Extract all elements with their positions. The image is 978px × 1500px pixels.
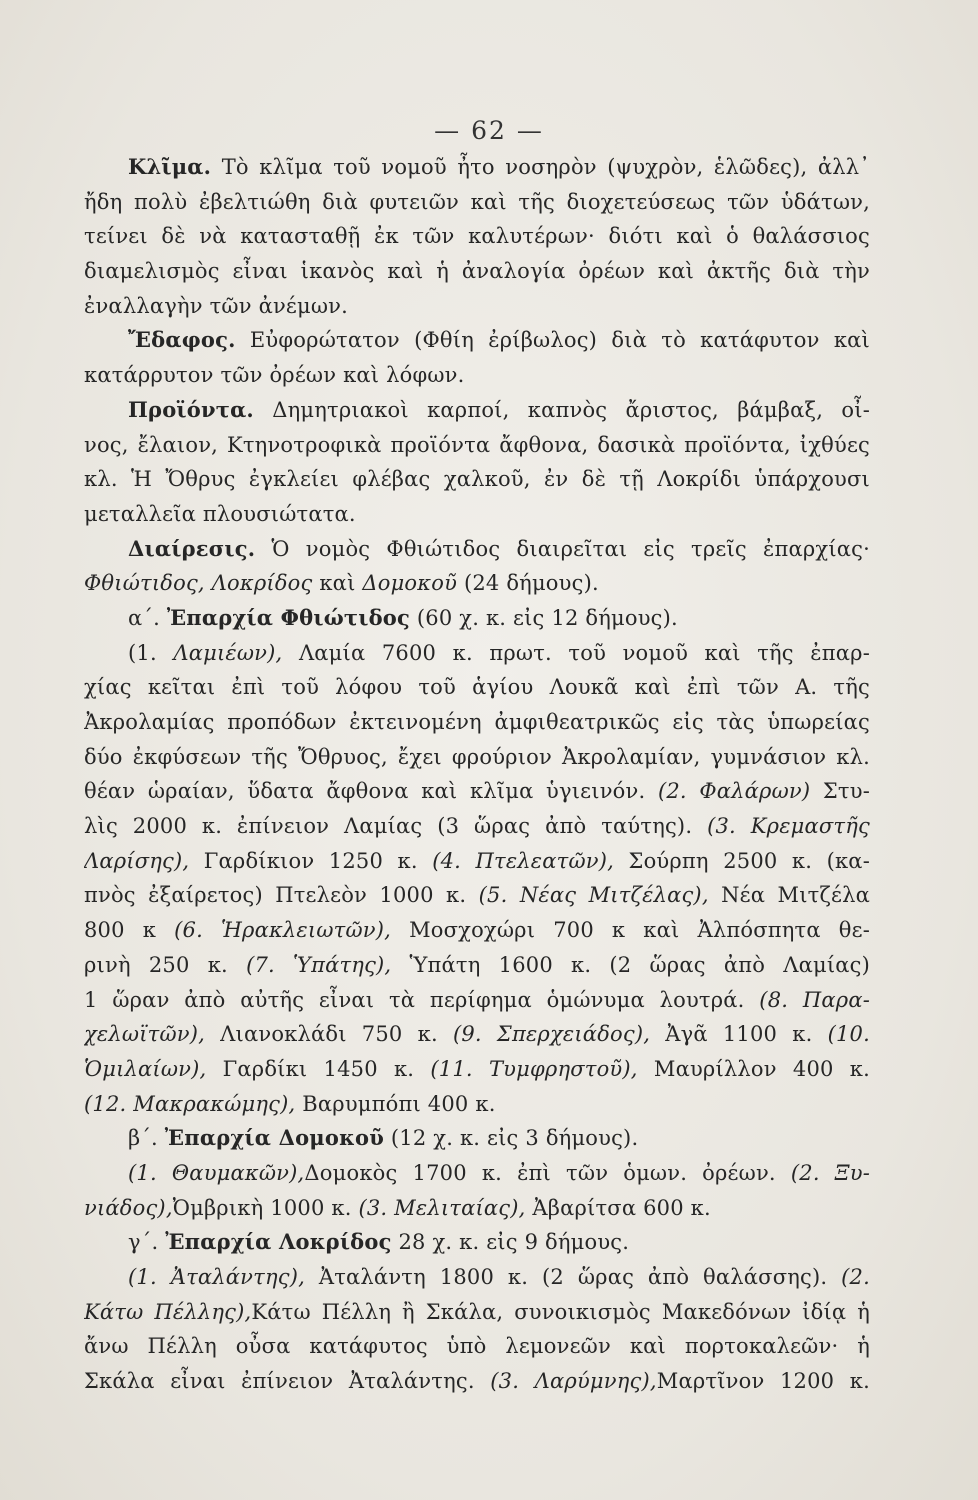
italic-term: (11. Τυμφρηστοῦ), (430, 1056, 638, 1081)
italic-term: (5. Νέας Μιτζέλας), (478, 883, 709, 908)
text-run: δύο ἐκφύσεων τῆς Ὄθρυος, ἔχει φρούριον Ἀκρολαμίαν, γυμνάσιον κλ. (84, 744, 870, 769)
text-run: Ἀγᾶ 1100 κ. (650, 1022, 828, 1047)
text-run: διαμελισμὸς εἶναι ἱκανὸς καὶ ἡ ἀναλογία ὀρέων καὶ ἀκτῆς διὰ τὴν (84, 259, 870, 284)
text-line (84, 601, 870, 636)
page-number: — 62 — (434, 116, 544, 145)
text-line (84, 393, 870, 428)
text-run: (12 χ. κ. εἰς 3 δήμους). (384, 1126, 639, 1151)
text-line (84, 150, 870, 185)
text-run: Γαρδίκιον 1250 κ. (189, 848, 433, 873)
text-run: Τὸ κλῖμα τοῦ νομοῦ ἦτο νοσηρὸν (ψυχρὸν, ἑλῶδες), ἀλλ᾽ (211, 155, 870, 179)
italic-term: χελωϊτῶν), (84, 1022, 206, 1047)
text-run: χίας κεῖται ἐπὶ τοῦ λόφου τοῦ ἁγίου Λουκᾶ καὶ ἐπὶ τῶν Α. τῆς (84, 675, 870, 700)
text-line (84, 948, 870, 983)
text-line (84, 497, 870, 532)
text-line (84, 1156, 870, 1191)
body-text (84, 150, 870, 1399)
text-run: Δομοκὸς 1700 κ. ἐπὶ τῶν ὁμων. ὀρέων. (304, 1160, 791, 1185)
text-line (84, 1052, 870, 1087)
text-line (84, 358, 870, 393)
italic-term: (6. Ἡρακλειωτῶν), (174, 918, 392, 943)
text-line (84, 1364, 870, 1399)
text-line (84, 532, 870, 567)
text-run: (60 χ. κ. εἰς 12 δήμους). (410, 605, 678, 630)
section-heading: Ἔδαφος. (128, 327, 236, 353)
text-line (84, 254, 870, 289)
text-run: Δημητριακοὶ καρποί, καπνὸς ἄριστος, βάμβαξ, οἶ- (253, 397, 870, 422)
text-run: τείνει δὲ νὰ κατασταθῇ ἐκ τῶν καλυτέρων· διότι καὶ ὁ θαλάσσιος (84, 224, 870, 249)
text-run: Μαυρίλλον 400 κ. (637, 1056, 870, 1081)
text-run: Στυ- (810, 779, 870, 804)
text-line (84, 185, 870, 220)
text-run: Μαρτῖνον 1200 κ. (656, 1369, 870, 1394)
italic-term: Λαρίσης), (84, 848, 190, 873)
text-line (84, 878, 870, 913)
text-run: γ΄. (128, 1230, 166, 1255)
italic-term: Ὁμιλαίων), (84, 1056, 207, 1081)
text-line (84, 1121, 870, 1156)
text-line (84, 913, 870, 948)
text-run: α΄. (128, 605, 167, 630)
text-run: Σκάλα εἶναι ἐπίνειον Ἀταλάντης. (84, 1369, 491, 1394)
text-run: 28 χ. κ. εἰς 9 δήμους. (391, 1230, 630, 1255)
italic-term: (9. Σπερχειάδος), (452, 1022, 651, 1047)
text-run: νος, ἔλαιον, Κτηνοτροφικὰ προϊόντα ἄφθονα, δασικὰ προϊόντα, ἰχθύες (84, 432, 870, 457)
text-run: Σούρπη 2500 κ. (κα- (614, 848, 870, 873)
italic-term: Δομοκοῦ (362, 571, 458, 596)
text-line (84, 462, 870, 497)
italic-term: (1. Θαυμακῶν), (128, 1160, 305, 1185)
text-line (84, 636, 870, 671)
italic-term: Κάτω Πέλλης), (84, 1299, 252, 1324)
italic-term: (1. Ἀταλάντης), (128, 1265, 305, 1289)
text-run: ρινὴ 250 κ. (84, 952, 247, 977)
text-line (84, 289, 870, 324)
text-run: λὶς 2000 κ. ἐπίνειον Λαμίας (3 ὥρας ἀπὸ ταύτης). (84, 814, 708, 839)
text-line (84, 323, 870, 358)
text-run: κλ. Ἡ Ὄθρυς ἐγκλείει φλέβας χαλκοῦ, ἐν δὲ τῇ Λοκρίδι ὑπάρχουσι (84, 467, 870, 492)
text-run: Ὁ νομὸς Φθιώτιδος διαιρεῖται εἰς τρεῖς ἐπαρχίας· (255, 536, 870, 561)
text-run: 800 κ (84, 918, 175, 943)
text-run: β΄. (128, 1126, 165, 1151)
text-line (84, 1225, 870, 1260)
text-run: ἐναλλαγὴν τῶν ἀνέμων. (84, 293, 349, 318)
text-run: ἄνω Πέλλη οὖσα κατάφυτος ὑπὸ λεμονεῶν καὶ πορτοκαλεῶν· ἡ (84, 1334, 870, 1359)
text-run: κατάρρυτον τῶν ὀρέων καὶ λόφων. (84, 363, 465, 388)
italic-term: νιάδος), (84, 1195, 173, 1220)
text-line (84, 219, 870, 254)
italic-term: Φθιώτιδος, Λοκρίδος (84, 571, 313, 596)
section-heading: Ἐπαρχία Φθιώτιδος (166, 604, 411, 630)
text-run: Νέα Μιτζέλα (708, 883, 870, 908)
italic-term: (3. Λαρύμνης), (490, 1369, 657, 1394)
italic-term: (12. Μακρακώμης), (84, 1091, 296, 1116)
text-run: θέαν ὡραίαν, ὕδατα ἄφθονα καὶ κλῖμα ὑγιεινόν. (84, 779, 658, 804)
text-run: Μοσχοχώρι 700 κ καὶ Ἀλπόσπητα θε- (391, 918, 870, 943)
text-run: Εὐφορώτατον (Φθίη ἐρίβωλος) διὰ τὸ κατάφυτον καὶ (235, 328, 870, 353)
text-run: μεταλλεῖα πλουσιώτατα. (84, 501, 356, 526)
italic-term: (2. (841, 1265, 870, 1289)
section-heading: Προϊόντα. (128, 396, 254, 422)
text-line (84, 844, 870, 879)
text-line (84, 740, 870, 775)
text-line (84, 774, 870, 809)
text-run: Κάτω Πέλλη ἢ Σκάλα, συνοικισμὸς Μακεδόνων ἰδίᾳ ἡ (251, 1299, 870, 1324)
section-heading: Διαίρεσις. (128, 535, 256, 561)
text-run: Ἀκρολαμίας προπόδων ἐκτεινομένη ἀμφιθεατρικῶς εἰς τὰς ὑπωρείας (84, 710, 870, 734)
text-line (84, 1191, 870, 1226)
text-run: Ὀμβρικὴ 1000 κ. (172, 1195, 359, 1220)
text-line (84, 1087, 870, 1122)
text-line (84, 566, 870, 601)
italic-term: (4. Πτελεατῶν), (432, 848, 615, 873)
text-line (84, 1017, 870, 1052)
text-run: (24 δήμους). (457, 571, 599, 596)
text-run: Ὑπάτη 1600 κ. (2 ὥρας ἀπὸ Λαμίας) (391, 952, 870, 977)
text-run: (1. (128, 640, 174, 665)
text-line (84, 705, 870, 740)
section-heading: Ἐπαρχία Λοκρίδος (165, 1229, 392, 1255)
text-line (84, 809, 870, 844)
italic-term: Λαμιέων), (173, 640, 283, 665)
italic-term: (8. Παρα- (759, 987, 870, 1012)
text-run: 1 ὥραν ἀπὸ αὐτῆς εἶναι τὰ περίφημα ὁμώνυμα λουτρά. (84, 987, 760, 1012)
text-run: Λαμία 7600 κ. πρωτ. τοῦ νομοῦ καὶ τῆς ἐπαρ- (282, 640, 870, 665)
text-run: πνὸς ἐξαίρετος) Πτελεὸν 1000 κ. (84, 883, 479, 908)
italic-term: (10. (827, 1022, 870, 1047)
text-run: Ἀταλάντη 1800 κ. (2 ὥρας ἀπὸ θαλάσσης). (304, 1265, 842, 1289)
italic-term: (3. Μελιταίας), (358, 1195, 526, 1220)
text-line (84, 1329, 870, 1364)
text-line (84, 670, 870, 705)
text-run: ἤδη πολὺ ἐβελτιώθη διὰ φυτειῶν καὶ τῆς διοχετεύσεως τῶν ὑδάτων, (84, 189, 870, 214)
text-line (84, 428, 870, 463)
text-line (84, 983, 870, 1018)
section-heading: Ἐπαρχία Δομοκοῦ (164, 1125, 385, 1151)
text-run: Βαρυμπόπι 400 κ. (295, 1091, 496, 1116)
text-run: Ἀβαρίτσα 600 κ. (525, 1195, 711, 1220)
italic-term: (2. Ξυ- (790, 1160, 870, 1185)
section-heading: Κλῖμα. (128, 154, 212, 179)
text-line (84, 1260, 870, 1295)
text-run: Γαρδίκι 1450 κ. (206, 1056, 431, 1081)
text-run: Λιανοκλάδι 750 κ. (205, 1022, 453, 1047)
italic-term: (7. Ὑπάτης), (246, 952, 392, 977)
text-line (84, 1295, 870, 1330)
text-run: καὶ (312, 571, 363, 596)
italic-term: (3. Κρεμαστῆς (707, 814, 870, 839)
italic-term: (2. Φαλάρων) (657, 779, 811, 804)
